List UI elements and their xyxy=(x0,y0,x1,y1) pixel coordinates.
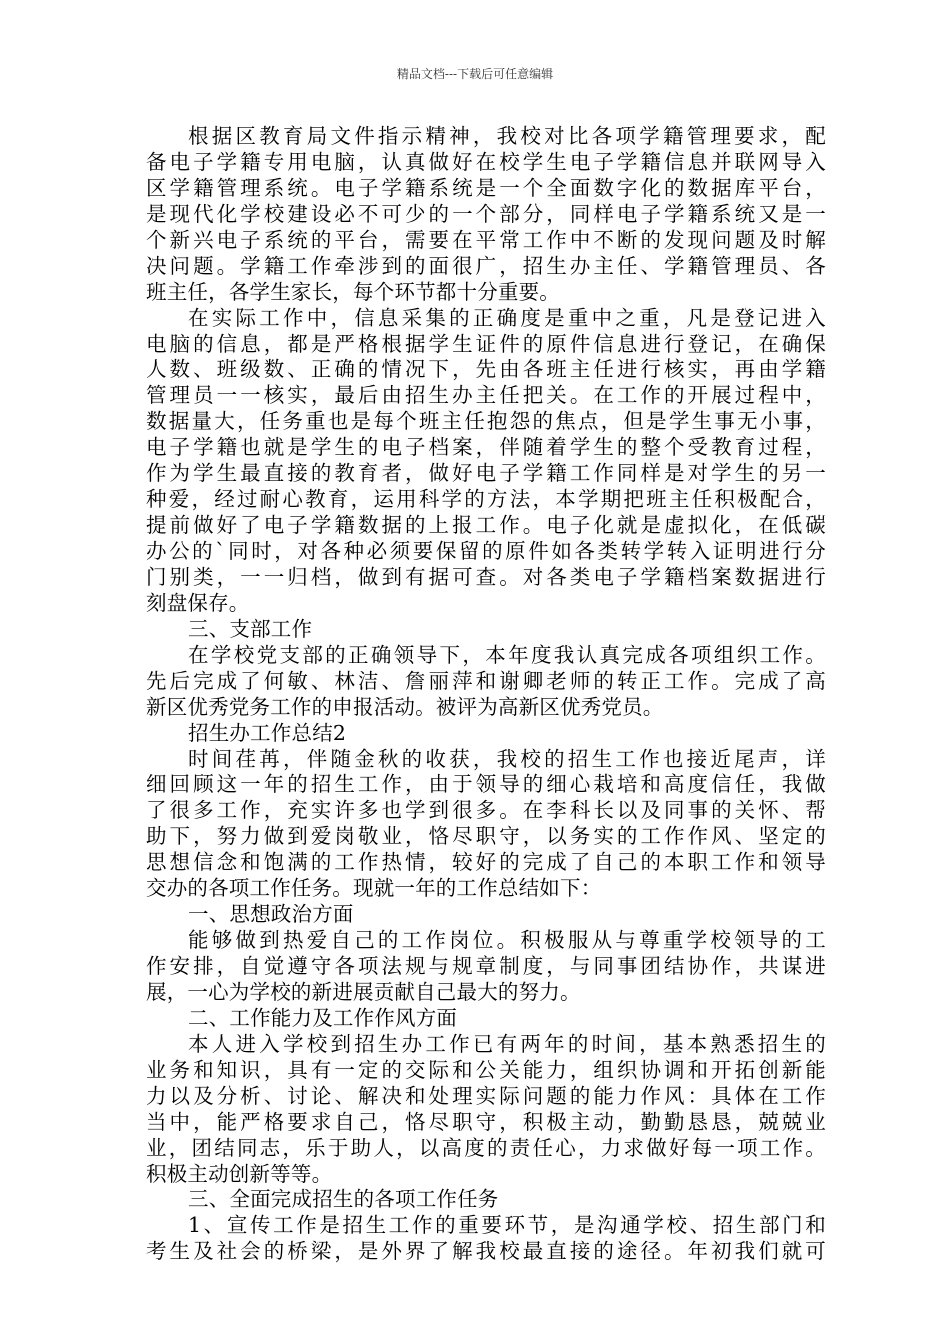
text-line: 三、全面完成招生的各项工作任务 xyxy=(188,1187,499,1212)
text-line: 人数、班级数、正确的情况下，先由各班主任进行核实，再由学籍 xyxy=(146,357,826,382)
text-line: 区学籍管理系统。电子学籍系统是一个全面数字化的数据库平台， xyxy=(146,175,826,200)
text-line: 展，一心为学校的新进展贡献自己最大的努力。 xyxy=(146,979,581,1004)
text-line: 时间荏苒，伴随金秋的收获，我校的招生工作也接近尾声，详 xyxy=(188,746,826,771)
text-line: 在实际工作中，信息采集的正确度是重中之重，凡是登记进入 xyxy=(188,305,826,330)
text-line: 三、支部工作 xyxy=(188,616,313,641)
text-line: 二、工作能力及工作作风方面 xyxy=(188,1005,458,1030)
text-line: 刻盘保存。 xyxy=(146,590,250,615)
text-line: 能够做到热爱自己的工作岗位。积极服从与尊重学校领导的工 xyxy=(188,928,826,953)
text-line: 一、思想政治方面 xyxy=(188,902,354,927)
text-line: 办公的`同时，对各种必须要保留的原件如各类转学转入证明进行分 xyxy=(146,539,826,563)
text-line: 门别类，一一归档，做到有据可查。对各类电子学籍档案数据进行 xyxy=(146,564,826,589)
text-line: 力以及分析、讨论、解决和处理实际问题的能力作风：具体在工作 xyxy=(146,1083,826,1108)
text-line: 考生及社会的桥梁，是外界了解我校最直接的途径。年初我们就可 xyxy=(146,1239,826,1264)
text-line: 先后完成了何敏、林洁、詹丽萍和谢卿老师的转正工作。完成了高 xyxy=(146,668,826,693)
text-line: 种爱，经过耐心教育，运用科学的方法，本学期把班主任积极配合， xyxy=(146,487,826,512)
text-line: 交办的各项工作任务。现就一年的工作总结如下： xyxy=(146,876,602,901)
text-line: 了很多工作，充实许多也学到很多。在李科长以及同事的关怀、帮 xyxy=(146,798,826,823)
text-line: 招生办工作总结2 xyxy=(188,720,347,745)
text-line: 业，团结同志，乐于助人，以高度的责任心，力求做好每一项工作。 xyxy=(146,1135,826,1160)
text-line: 细回顾这一年的招生工作，由于领导的细心栽培和高度信任，我做 xyxy=(146,772,826,797)
text-line: 根据区教育局文件指示精神，我校对比各项学籍管理要求，配 xyxy=(188,124,826,148)
text-line: 作为学生最直接的教育者，做好电子学籍工作同样是对学生的另一 xyxy=(146,461,826,486)
text-line: 新区优秀党务工作的申报活动。被评为高新区优秀党员。 xyxy=(146,694,664,719)
text-line: 在学校党支部的正确领导下，本年度我认真完成各项组织工作。 xyxy=(188,642,826,667)
text-line: 决问题。学籍工作牵涉到的面很广，招生办主任、学籍管理员、各 xyxy=(146,253,826,278)
text-line: 思想信念和饱满的工作热情，较好的完成了自己的本职工作和领导 xyxy=(146,850,826,875)
text-line: 当中，能严格要求自己，恪尽职守，积极主动，勤勤恳恳，兢兢业 xyxy=(146,1109,826,1134)
document-body xyxy=(146,124,826,1265)
text-line: 管理员一一核实，最后由招生办主任把关。在工作的开展过程中， xyxy=(146,383,826,408)
text-line: 助下，努力做到爱岗敬业，恪尽职守，以务实的工作作风、坚定的 xyxy=(146,824,826,849)
text-line: 1、宣传工作是招生工作的重要环节，是沟通学校、招生部门和 xyxy=(188,1213,826,1238)
page-header: 精品文档---下载后可任意编辑 xyxy=(396,67,554,81)
text-line: 是现代化学校建设必不可少的一个部分，同样电子学籍系统又是一 xyxy=(146,201,826,226)
text-line: 备电子学籍专用电脑，认真做好在校学生电子学籍信息并联网导入 xyxy=(146,149,826,174)
text-line: 业务和知识，具有一定的交际和公关能力，组织协调和开拓创新能 xyxy=(146,1057,826,1082)
text-line: 电脑的信息，都是严格根据学生证件的原件信息进行登记，在确保 xyxy=(146,331,826,356)
text-line: 提前做好了电子学籍数据的上报工作。电子化就是虚拟化，在低碳 xyxy=(146,513,826,538)
text-line: 电子学籍也就是学生的电子档案，伴随着学生的整个受教育过程， xyxy=(146,435,826,460)
text-line: 本人进入学校到招生办工作已有两年的时间，基本熟悉招生的 xyxy=(188,1031,826,1056)
text-line: 积极主动创新等等。 xyxy=(146,1161,333,1186)
text-line: 班主任，各学生家长，每个环节都十分重要。 xyxy=(146,279,560,304)
text-line: 个新兴电子系统的平台，需要在平常工作中不断的发现问题及时解 xyxy=(146,227,826,252)
text-line: 作安排，自觉遵守各项法规与规章制度，与同事团结协作，共谋进 xyxy=(146,954,826,978)
text-line: 数据量大，任务重也是每个班主任抱怨的焦点，但是学生事无小事， xyxy=(146,409,826,434)
